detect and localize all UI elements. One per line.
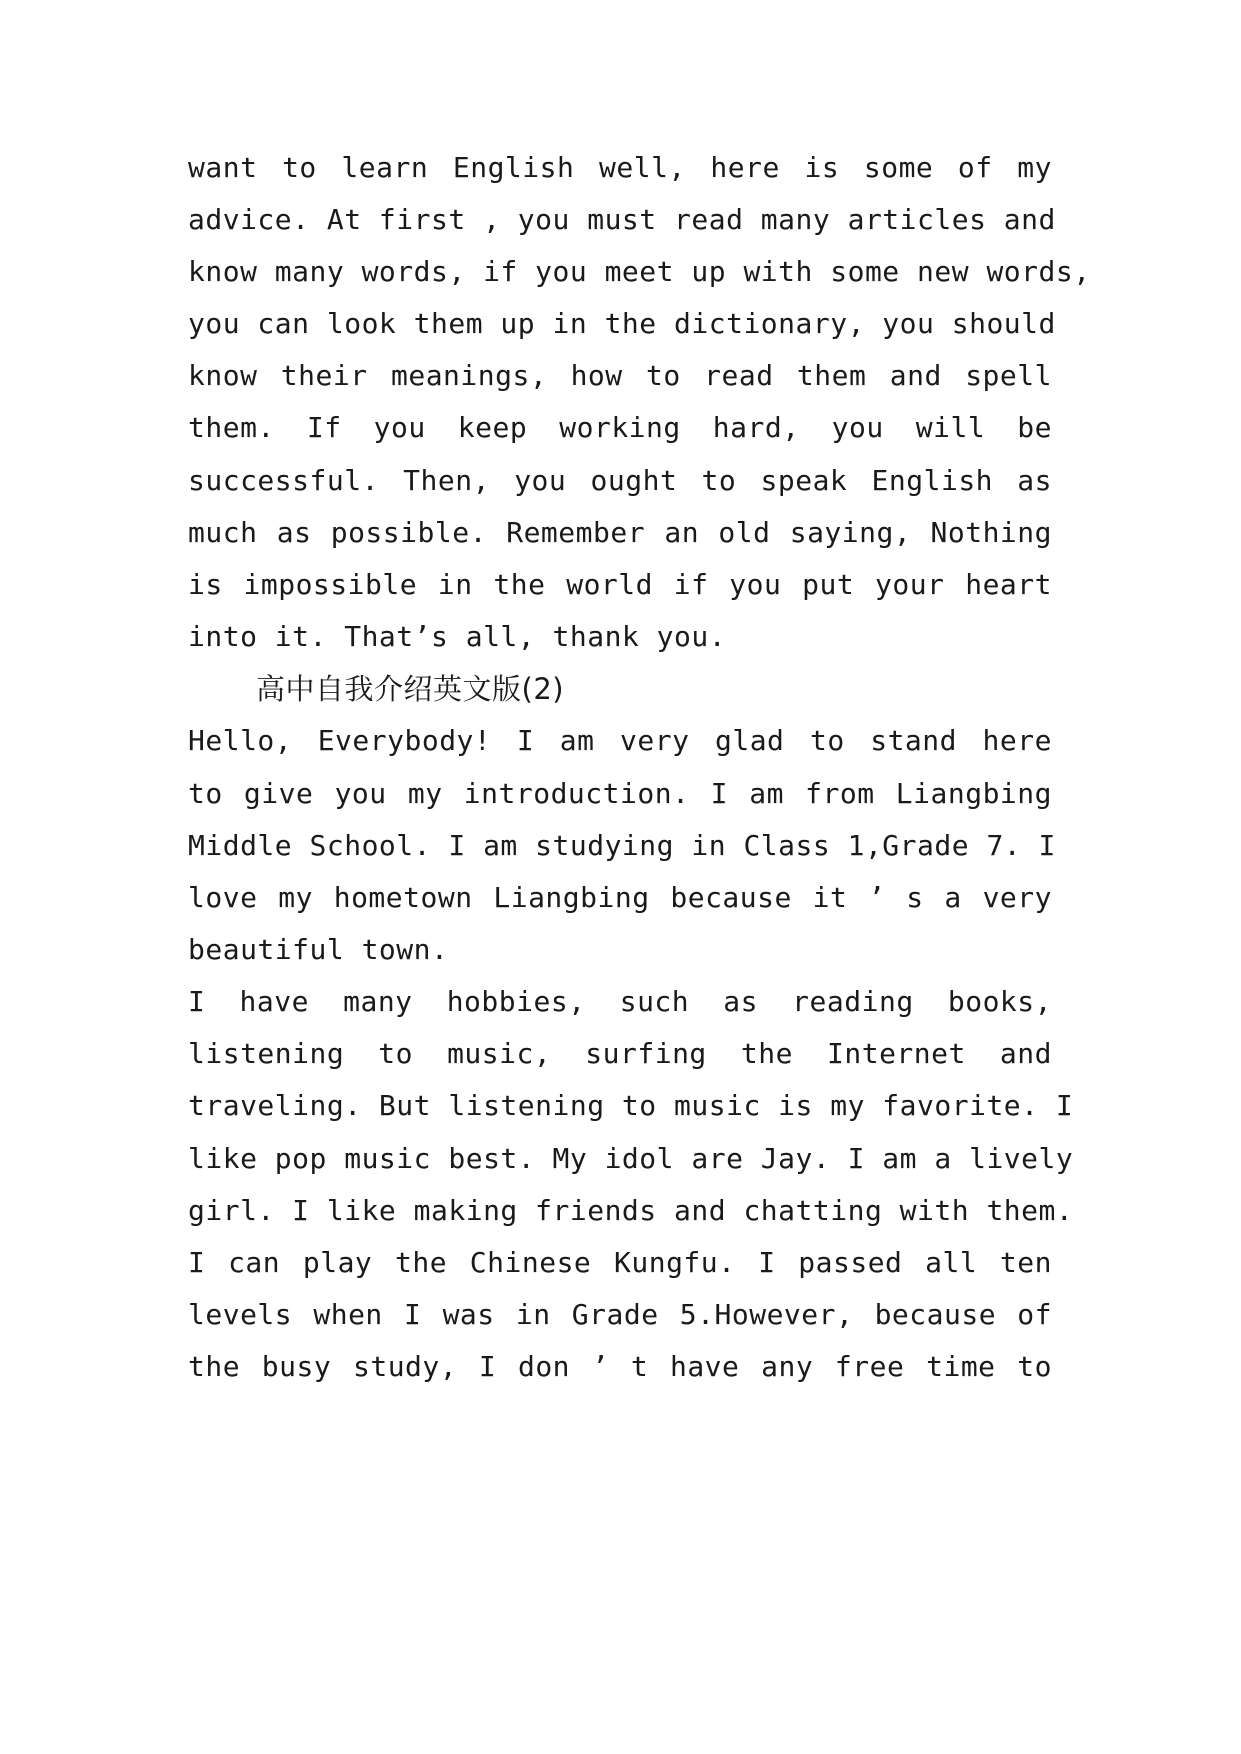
paragraph-2-line-5: beautiful town.	[188, 933, 449, 966]
paragraph-1-line-3: know many words, if you meet up with some new words,	[188, 255, 1091, 288]
paragraph-1-line-2: advice. At first , you must read many articles and	[188, 203, 1056, 236]
paragraph-2-line-4: love my hometown Liangbing because it ’ s a very	[188, 881, 1052, 914]
paragraph-1-line-7: successful. Then, you ought to speak English as	[188, 464, 1052, 497]
paragraph-2-line-2: to give you my introduction. I am from Liangbing	[188, 777, 1052, 810]
paragraph-2-line-1: Hello, Everybody! I am very glad to stand here	[188, 724, 1052, 757]
paragraph-3-line-4: like pop music best. My idol are Jay. I am a lively	[188, 1142, 1074, 1175]
paragraph-3-line-3: traveling. But listening to music is my favorite. I	[188, 1089, 1074, 1122]
paragraph-3-line-2: listening to music, surfing the Internet and	[188, 1037, 1052, 1070]
paragraph-2-line-3: Middle School. I am studying in Class 1,Grade 7. I	[188, 829, 1056, 862]
paragraph-1-line-1: want to learn English well, here is some of my	[188, 151, 1052, 184]
paragraph-1-line-4: you can look them up in the dictionary, you should	[188, 307, 1056, 340]
paragraph-1-line-6: them. If you keep working hard, you will be	[188, 411, 1052, 444]
paragraph-1-line-8: much as possible. Remember an old saying, Nothing	[188, 516, 1052, 549]
paragraph-3-line-5: girl. I like making friends and chatting with them.	[188, 1194, 1074, 1227]
paragraph-3-line-7: levels when I was in Grade 5.However, because of	[188, 1298, 1052, 1331]
paragraph-3-line-8: the busy study, I don ’ t have any free time to	[188, 1350, 1052, 1383]
section-heading: 高中自我介绍英文版(2)	[256, 672, 565, 706]
paragraph-3-line-6: I can play the Chinese Kungfu. I passed all ten	[188, 1246, 1052, 1279]
paragraph-1-line-5: know their meanings, how to read them and spell	[188, 359, 1052, 392]
paragraph-3-line-1: I have many hobbies, such as reading books,	[188, 985, 1052, 1018]
paragraph-1-line-10: into it. That’s all, thank you.	[188, 620, 727, 653]
paragraph-1-line-9: is impossible in the world if you put your heart	[188, 568, 1052, 601]
